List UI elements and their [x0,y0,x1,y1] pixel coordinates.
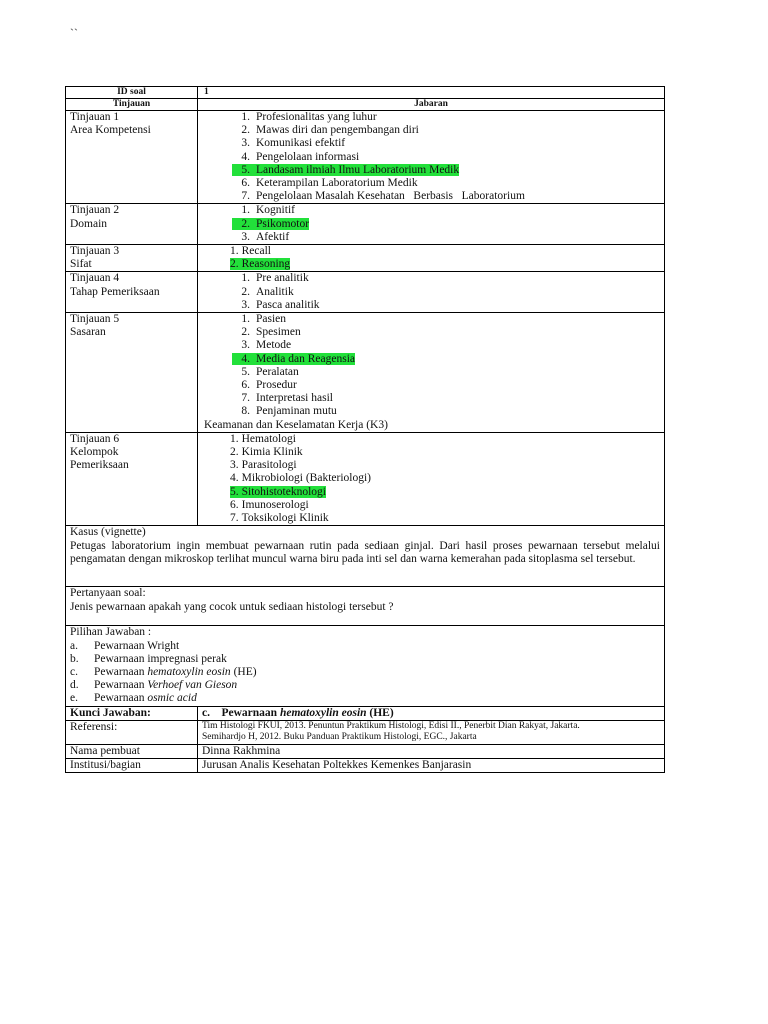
list-item: 1. Recall [230,245,271,258]
pilihan-title: Pilihan Jawaban : [70,626,152,639]
list-item: 1. Pre analitik [241,272,309,285]
pertanyaan-cell [66,587,665,626]
pertanyaan-text: Jenis pewarnaan apakah yang cocok untuk sediaan histologi tersebut ? [70,600,394,613]
list-item: 3. Parasitologi [230,459,297,472]
tinjauan-6-sub2: Pemeriksaan [70,459,129,472]
tinjauan-2-sub: Domain [70,217,108,230]
tinjauan-2-row [66,204,665,245]
institusi-row [66,758,665,772]
list-item: 3. Komunikasi efektif [241,137,346,150]
referensi-line-1: Tim Histologi FKUI, 2013. Penuntun Praktikum Histologi, Edisi II., Penerbit Dian Rakyat, Jakarta. [202,720,580,731]
tinjauan-4-title: Tinjauan 4 [70,272,120,285]
kasus-row [66,526,665,587]
tinjauan-1-sub: Area Kompetensi [70,124,151,137]
tinjauan-5-sub: Sasaran [70,326,106,339]
list-item: 7. Interpretasi hasil [241,392,333,405]
tinjauan-4-row [66,272,665,313]
kasus-text: Petugas laboratorium ingin membuat pewarnaan rutin pada sediaan ginjal. Dari hasil proses pewarnaan tersebut melalui pengamatan dengan mikroskop terlihat muncul warna biru pada inti sel dan warna kemerahan pada sitoplasma sel tersebut. [70,539,660,565]
kunci-value: c. Pewarnaan hematoxylin eosin (HE) [198,706,665,720]
kunci-row [66,706,665,720]
list-item: 2. Kimia Klinik [230,446,303,459]
list-item-highlighted: 2. Reasoning [230,258,291,271]
pembuat-label: Nama pembuat [66,744,198,758]
list-item: 4. Pengelolaan informasi [241,150,360,163]
list-item: 2. Mawas diri dan pengembangan diri [241,124,419,137]
list-item: 2. Spesimen [241,326,301,339]
id-soal-label: ID soal [66,87,198,99]
referensi-label: Referensi: [66,720,198,744]
tinjauan-2-label [66,204,198,245]
tinjauan-1-row [66,111,665,204]
tinjauan-1-label [66,111,198,204]
tinjauan-2-title: Tinjauan 2 [70,204,120,217]
tinjauan-6-title: Tinjauan 6 [70,432,120,445]
tinjauan-5-label [66,313,198,433]
list-item: 8. Penjaminan mutu [241,405,337,418]
list-item: 6. Keterampilan Laboratorium Medik [241,177,418,190]
list-item-highlighted: 5. Sitohistoteknologi [230,485,326,498]
tinjauan-1-items [198,111,665,204]
question-table [65,86,665,773]
option-e: e. Pewarnaan osmic acid [70,692,197,705]
tinjauan-3-sub: Sifat [70,258,92,271]
tinjauan-2-items [198,204,665,245]
tinjauan-3-label [66,245,198,272]
list-item: 7. Toksikologi Klinik [230,512,329,525]
option-b: b. Pewarnaan impregnasi perak [70,652,227,665]
list-item: 3. Pasca analitik [241,298,320,311]
id-soal-value: 1 [198,87,665,99]
list-item-highlighted: 5. Landasam ilmiah Ilmu Laboratorium Medik [232,164,660,177]
tinjauan-4-sub: Tahap Pemeriksaan [70,285,160,298]
tinjauan-6-label [66,432,198,525]
tinjauan-5-row [66,313,665,433]
tinjauan-5-extra: Keamanan dan Keselamatan Kerja (K3) [204,418,388,431]
list-item: 1. Hematologi [230,432,296,445]
list-item: 2. Analitik [241,285,294,298]
kasus-title: Kasus (vignette) [70,526,146,539]
tinjauan-3-title: Tinjauan 3 [70,245,120,258]
referensi-row [66,720,665,744]
tinjauan-5-items [198,313,665,433]
kunci-label: Kunci Jawaban: [66,706,198,720]
institusi-value: Jurusan Analis Kesehatan Poltekkes Kemenkes Banjarasin [198,758,665,772]
tinjauan-5-title: Tinjauan 5 [70,313,120,326]
list-item: 3. Metode [241,339,292,352]
list-item: 3. Afektif [241,230,290,243]
pembuat-value: Dinna Rakhmina [198,744,665,758]
tinjauan-4-label [66,272,198,313]
tinjauan-6-row [66,432,665,525]
header-tinjauan: Tinjauan [66,99,198,111]
tinjauan-1-title: Tinjauan 1 [70,111,120,123]
option-d: d. Pewarnaan Verhoef van Gieson [70,679,238,692]
list-item: 1. Pasien [241,313,287,326]
pertanyaan-title: Pertanyaan soal: [70,587,146,600]
list-item: 5. Peralatan [241,365,299,378]
tinjauan-4-items [198,272,665,313]
referensi-value [198,720,665,744]
list-item: 4. Mikrobiologi (Bakteriologi) [230,472,371,485]
tinjauan-3-items [198,245,665,272]
header-jabaran: Jabaran [198,99,665,111]
header-row [66,99,665,111]
pertanyaan-row [66,587,665,626]
id-soal-row [66,87,665,99]
list-item: 6. Imunoserologi [230,498,309,511]
top-mark: `` [70,26,78,40]
list-item: 1. Profesionalitas yang luhur [241,111,377,123]
list-item: 7. Pengelolaan Masalah Kesehatan Berbasis Laboratorium [241,190,525,203]
tinjauan-3-row [66,245,665,272]
pilihan-cell [66,626,665,706]
pembuat-row [66,744,665,758]
pilihan-row [66,626,665,706]
option-a: a. Pewarnaan Wright [70,639,180,652]
tinjauan-6-items [198,432,665,525]
institusi-label: Institusi/bagian [66,758,198,772]
referensi-line-2: Semihardjo H, 2012. Buku Panduan Praktikum Histologi, EGC., Jakarta [202,732,477,743]
list-item: 1. Kognitif [241,204,295,217]
list-item-highlighted: 2. Psikomotor [232,218,660,231]
option-c: c. Pewarnaan hematoxylin eosin (HE) [70,665,257,678]
tinjauan-6-sub1: Kelompok [70,446,119,459]
list-item: 6. Prosedur [241,379,297,392]
list-item-highlighted: 4. Media dan Reagensia [232,353,660,366]
kasus-cell [66,526,665,587]
